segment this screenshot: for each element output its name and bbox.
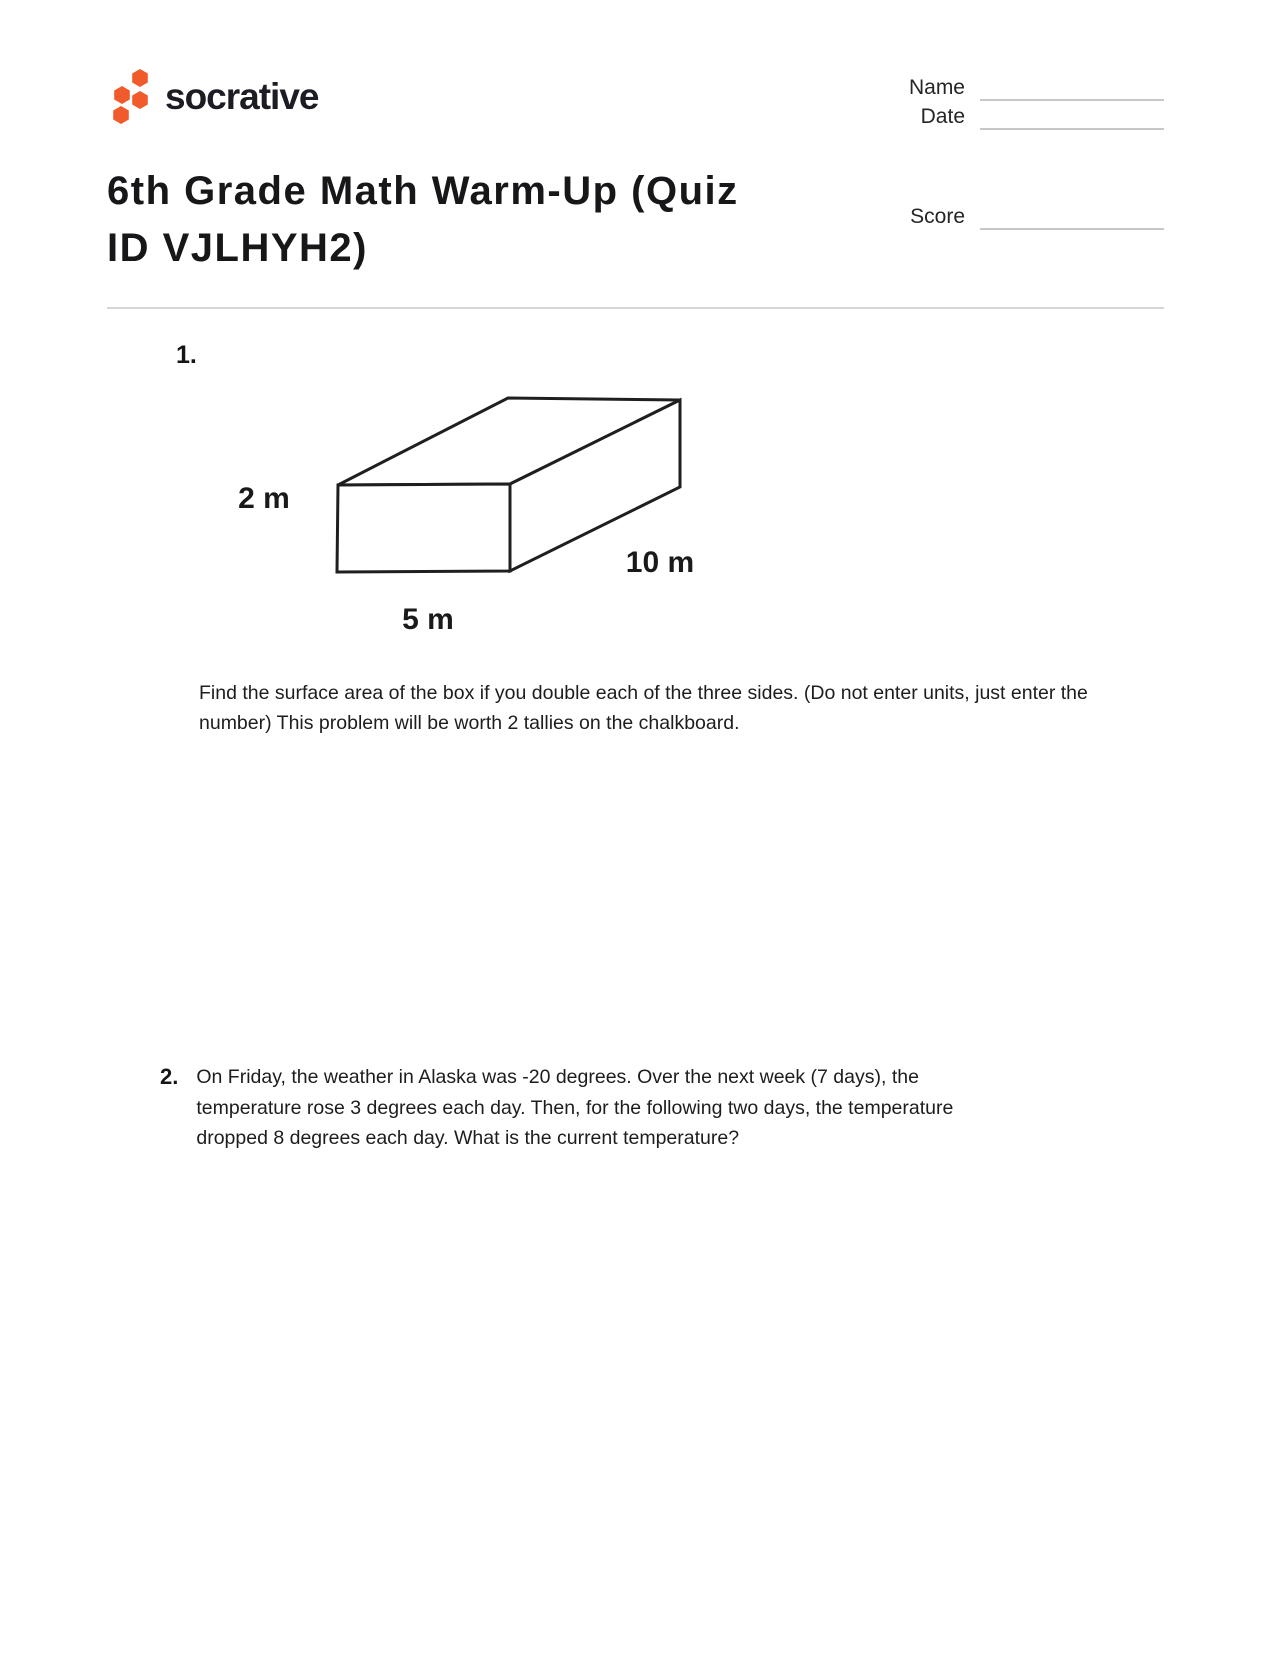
- date-label: Date: [920, 105, 965, 128]
- question-2: [160, 1062, 1100, 1154]
- prism-front-face: [337, 484, 510, 572]
- question-2-number: 2.: [160, 1064, 179, 1089]
- score-field: [858, 202, 1164, 231]
- question-2-prompt: On Friday, the weather in Alaska was -20 degrees. Over the next week (7 days), the temperature rose 3 degrees each day. Then, for the following two days, the temperature dropped 8 degrees each day. What is the current temperature?: [196, 1066, 954, 1149]
- score-field-row: [858, 202, 1164, 230]
- date-blank-line: [980, 104, 1164, 130]
- header-divider: [107, 307, 1164, 309]
- socrative-logo: [105, 66, 319, 128]
- page-title-line2: ID VJLHYH2): [107, 226, 368, 270]
- score-blank-line: [980, 204, 1164, 230]
- prism-height-label: 2 m: [238, 482, 290, 515]
- name-field-row: [858, 73, 1164, 101]
- rectangular-prism-figure: [220, 365, 720, 645]
- hexagon-cluster-icon: [105, 66, 163, 128]
- question-1-number: 1.: [176, 341, 197, 369]
- name-date-fields: [858, 73, 1164, 131]
- name-blank-line: [980, 75, 1164, 101]
- name-label: Name: [908, 76, 965, 99]
- brand-wordmark: socrative: [165, 76, 319, 117]
- prism-width-label: 5 m: [402, 603, 454, 636]
- date-field-row: [858, 102, 1164, 130]
- page-title-line1: 6th Grade Math Warm-Up (Quiz: [107, 169, 739, 213]
- question-1-prompt: Find the surface area of the box if you double each of the three sides. (Do not enter units, just enter the number) This problem will be worth 2 tallies on the chalkboard.: [199, 682, 1088, 734]
- prism-length-label: 10 m: [625, 546, 695, 579]
- page-title: [107, 163, 867, 277]
- score-label: Score: [910, 205, 965, 228]
